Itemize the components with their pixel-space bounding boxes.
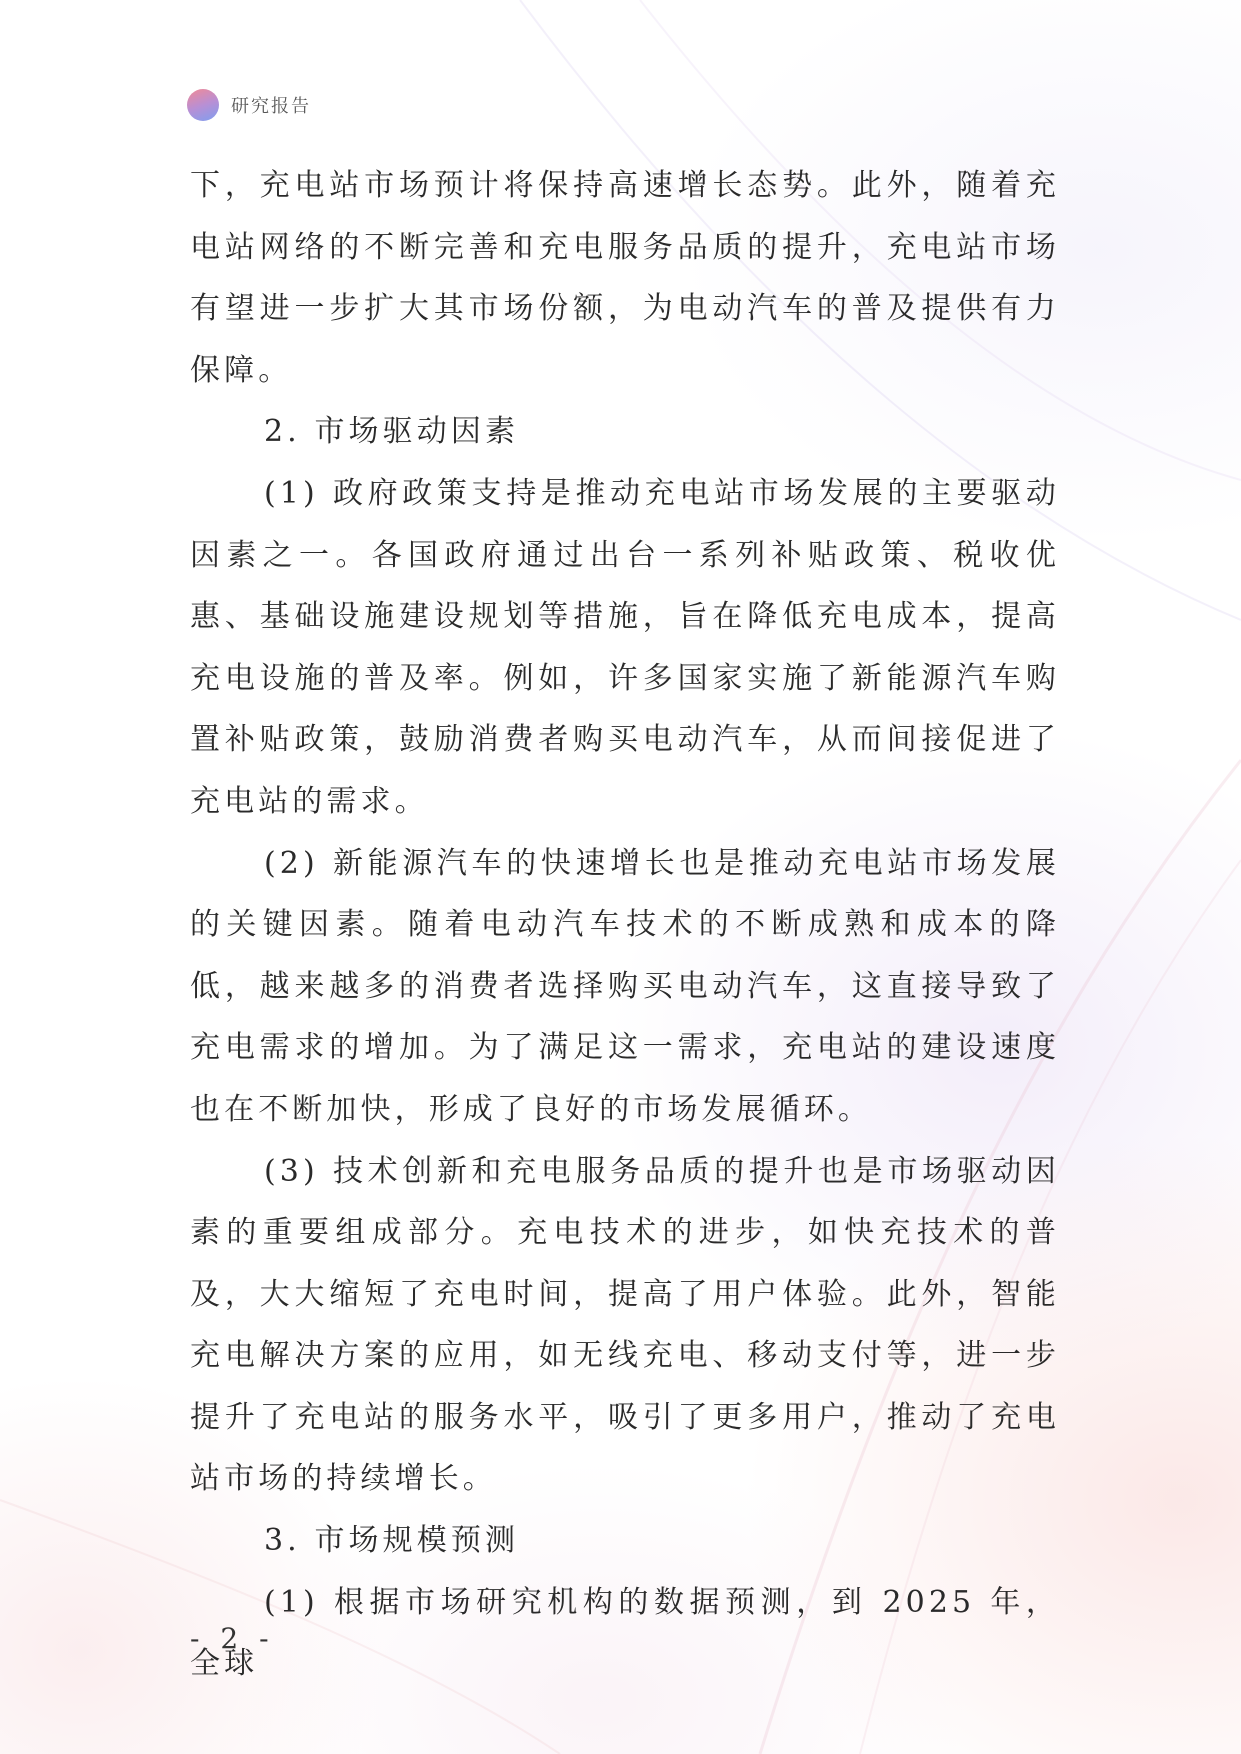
page-number: - 2 - [190, 1622, 275, 1655]
paragraph-tech-innovation: (3) 技术创新和充电服务品质的提升也是市场驱动因素的重要组成部分。充电技术的进步，如快充技术的普及，大大缩短了充电时间，提高了用户体验。此外，智能充电解决方案的应用，如无线充电、移动支付等，进一步提升了充电站的服务水平，吸引了更多用户，推动了充电站市场的持续增长。 [190, 1153, 1060, 1497]
paragraph-continuation: 下，充电站市场预计将保持高速增长态势。此外，随着充电站网络的不断完善和充电服务品质的提升，充电站市场有望进一步扩大其市场份额，为电动汽车的普及提供有力保障。 [190, 168, 1060, 388]
paragraph-policy-support: (1) 政府政策支持是推动充电站市场发展的主要驱动因素之一。各国政府通过出台一系列补贴政策、税收优惠、基础设施建设规划等措施，旨在降低充电成本，提高充电设施的普及率。例如，许多国家实施了新能源汽车购置补贴政策，鼓励消费者购买电动汽车，从而间接促进了充电站的需求。 [190, 475, 1060, 819]
paragraph-nev-growth: (2) 新能源汽车的快速增长也是推动充电站市场发展的关键因素。随着电动汽车技术的不断成熟和成本的降低，越来越多的消费者选择购买电动汽车，这直接导致了充电需求的增加。为了满足这一需求，充电站的建设速度也在不断加快，形成了良好的市场发展循环。 [190, 845, 1060, 1127]
section-heading-market-forecast: 3. 市场规模预测 [264, 1523, 520, 1559]
report-header [187, 89, 311, 121]
header-label: 研究报告 [231, 96, 311, 117]
logo-circle-icon [187, 89, 219, 121]
paragraph-forecast: (1) 根据市场研究机构的数据预测，到 2025 年，全球 [190, 1584, 1060, 1682]
section-heading-market-drivers: 2. 市场驱动因素 [264, 414, 520, 450]
document-body [190, 155, 1060, 1695]
